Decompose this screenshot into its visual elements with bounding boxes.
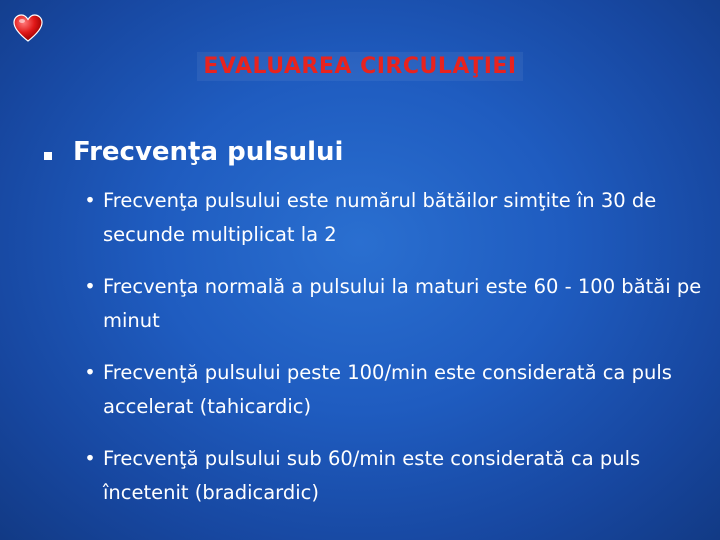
list-item-text: Frecvenţa normală a pulsului la maturi este 60 - 100 bătăi pe minut [103,275,702,332]
square-bullet-icon [44,152,52,160]
bullet-dot-icon: • [84,189,96,212]
slide-title [0,54,720,79]
list-item-text: Frecvenţa pulsului este numărul bătăilor simţite în 30 de secunde multiplicat la 2 [103,189,657,246]
list-item [84,356,714,442]
section-heading: Frecvenţa pulsului [73,137,344,167]
slide-title-text: EVALUAREA CIRCULAŢIEI [197,52,522,81]
list-item-text: Frecvenţă pulsului peste 100/min este considerată ca puls accelerat (tahicardic) [103,361,672,418]
list-item-text: Frecvenţă pulsului sub 60/min este considerată ca puls încetenit (bradicardic) [103,447,641,504]
list-item [84,442,714,528]
bullet-dot-icon: • [84,447,96,470]
list-item [84,184,714,270]
bullet-dot-icon: • [84,361,96,384]
bullet-dot-icon: • [84,275,96,298]
list-item [84,270,714,356]
heart-icon [13,14,43,42]
bullet-list [84,184,714,528]
